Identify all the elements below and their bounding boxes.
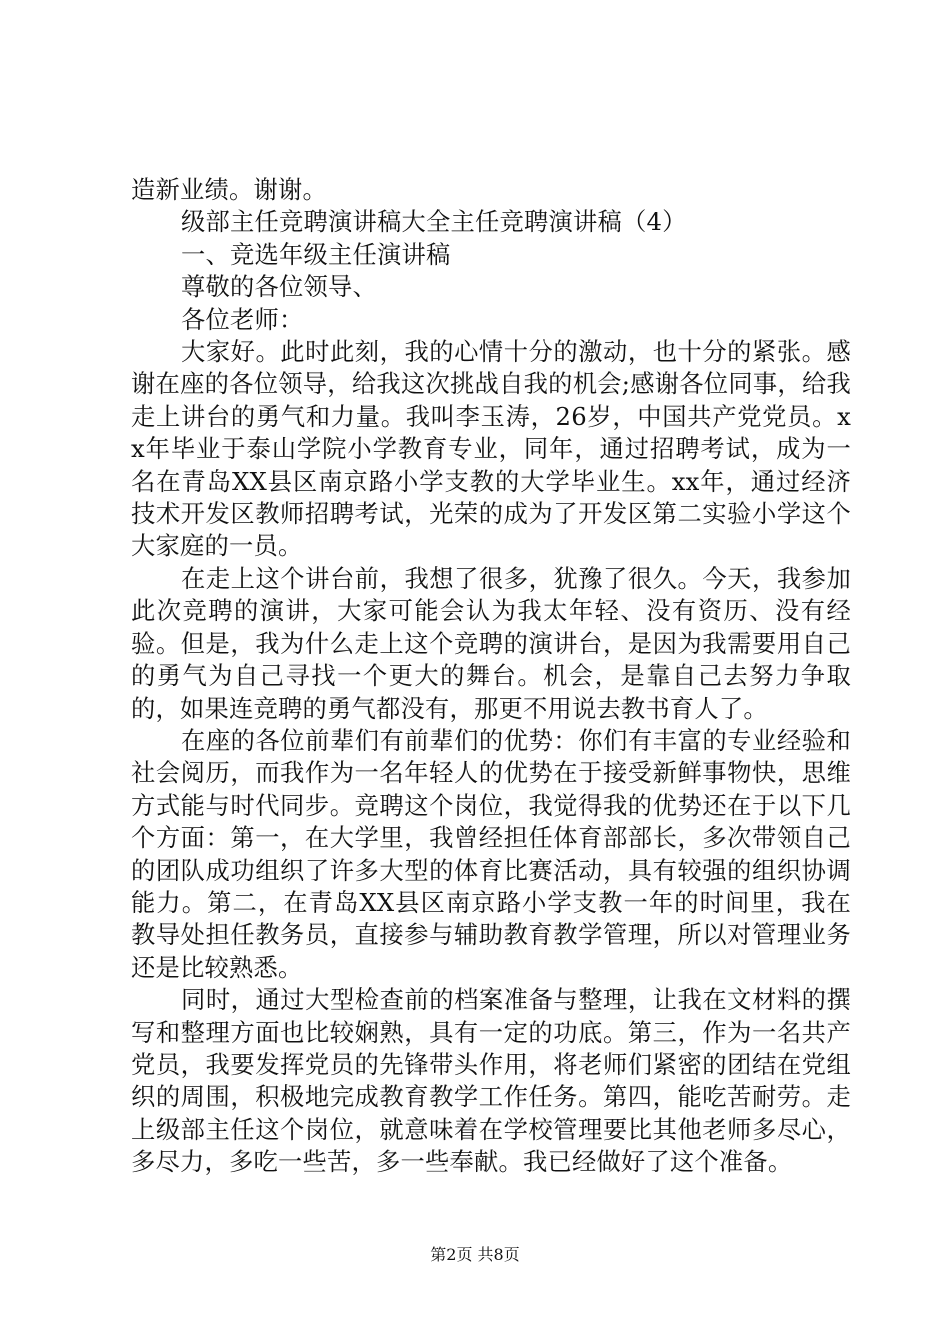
document-body xyxy=(131,174,851,1179)
paragraph-introduction: 大家好。此时此刻，我的心情十分的激动，也十分的紧张。感谢在座的各位领导，给我这次挑战自我的机会;感谢各位同事，给我走上讲台的勇气和力量。我叫李玉涛，26岁，中国共产党党员。xx年毕业于泰山学院小学教育专业，同年，通过招聘考试，成为一名在青岛XX县区南京路小学支教的大学毕业生。xx年，通过经济技术开发区教师招聘考试，光荣的成为了开发区第二实验小学这个大家庭的一员。 xyxy=(131,337,851,561)
page-number-footer: 第2页 共8页 xyxy=(430,1245,520,1264)
paragraph-section-title: 级部主任竞聘演讲稿大全主任竞聘演讲稿（4） xyxy=(181,207,687,237)
paragraph-salutation-teachers: 各位老师： xyxy=(181,304,304,334)
paragraph-salutation-leaders: 尊敬的各位领导、 xyxy=(181,272,377,302)
paragraph-advantages: 在座的各位前辈们有前辈们的优势：你们有丰富的专业经验和社会阅历，而我作为一名年轻人的优势在于接受新鲜事物快，思维方式能与时代同步。竞聘这个岗位，我觉得我的优势还在于以下几个方面：第一，在大学里，我曾经担任体育部部长，多次带领自己的团队成功组织了许多大型的体育比赛活动，具有较强的组织协调能力。第二，在青岛XX县区南京路小学支教一年的时间里，我在教导处担任教务员，直接参与辅助教育教学管理，所以对管理业务还是比较熟悉。 xyxy=(131,725,851,982)
paragraph-subtitle: 一、竞选年级主任演讲稿 xyxy=(181,239,451,269)
paragraph-experience: 同时，通过大型检查前的档案准备与整理，让我在文材料的撰写和整理方面也比较娴熟，具有一定的功底。第三，作为一名共产党员，我要发挥党员的先锋带头作用，将老师们紧密的团结在党组织的周围，积极地完成教育教学工作任务。第四，能吃苦耐劳。走上级部主任这个岗位，就意味着在学校管理要比其他老师多尽心，多尽力，多吃一些苦，多一些奉献。我已经做好了这个准备。 xyxy=(131,985,851,1177)
paragraph-closing: 造新业绩。谢谢。 xyxy=(131,175,327,204)
paragraph-motivation: 在走上这个讲台前，我想了很多，犹豫了很久。今天，我参加此次竞聘的演讲，大家可能会认为我太年轻、没有资历、没有经验。但是，我为什么走上这个竞聘的演讲台，是因为我需要用自己的勇气为自己寻找一个更大的舞台。机会，是靠自己去努力争取的，如果连竞聘的勇气都没有，那更不用说去教书育人了。 xyxy=(131,563,851,723)
